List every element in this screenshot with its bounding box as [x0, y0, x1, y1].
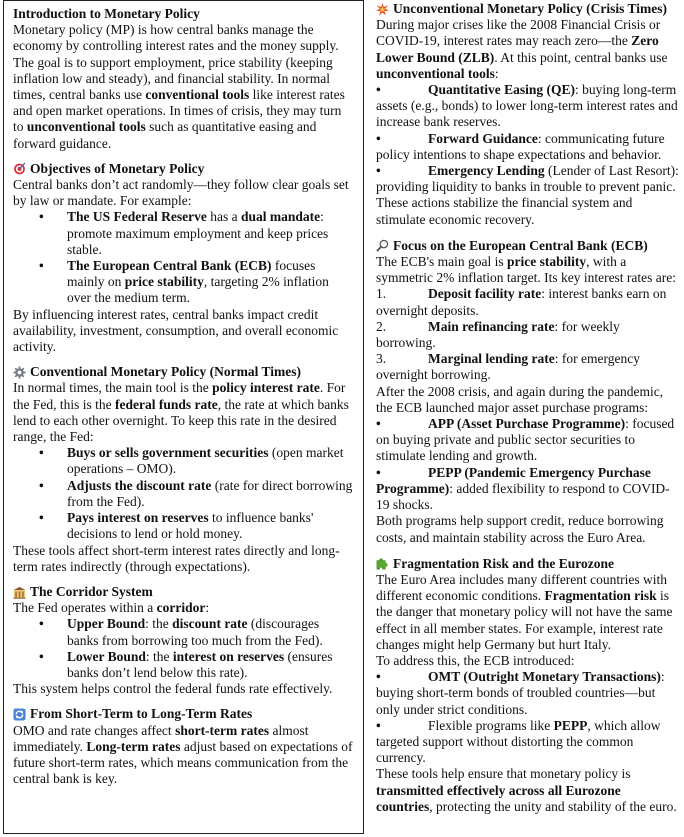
ecb-outro: Both programs help support credit, reduce borrowing costs, and maintain stability across the Euro Area. — [376, 513, 664, 545]
objectives-title: Objectives of Monetary Policy — [13, 161, 353, 177]
list-item: • Lower Bound: the interest on reserves (ensures banks don’t lend below this rate). — [39, 649, 353, 681]
objectives-intro: Central banks don’t act randomly—they follow clear goals set by law or mandate. For example: — [13, 177, 349, 209]
shortlong-section — [13, 706, 353, 787]
unconventional-section — [376, 1, 680, 228]
conventional-section — [13, 364, 353, 575]
fragmentation-list — [376, 669, 680, 766]
fragmentation-mid: To address this, the ECB introduced: — [376, 652, 575, 668]
ecb-intro: The ECB's main goal is price stability, with a symmetric 2% inflation target. Its key interest rates are: — [376, 254, 677, 286]
list-item: • The US Federal Reserve has a dual mandate: promote maximum employment and keep prices stable. — [39, 209, 353, 258]
explosion-icon — [376, 3, 389, 16]
puzzle-icon — [376, 557, 389, 570]
right-column — [376, 0, 680, 815]
list-item: • Pays interest on reserves to influence banks' decisions to lend or hold money. — [39, 510, 353, 542]
shortlong-title: From Short-Term to Long-Term Rates — [13, 706, 353, 722]
ecb-mid: After the 2008 crisis, and again during the pandemic, the ECB launched major asset purchase programs: — [376, 383, 664, 415]
corridor-intro: The Fed operates within a corridor: — [13, 600, 210, 616]
list-item: • Quantitative Easing (QE): buying long-term assets (e.g., bonds) to lower long-term interest rates and increase bank reserves. — [376, 82, 678, 130]
list-item: 3. Marginal lending rate: for emergency overnight borrowing. — [376, 351, 640, 383]
objectives-section — [13, 161, 353, 355]
list-item: • PEPP (Pandemic Emergency Purchase Programme): added flexibility to respond to COVID-19 shocks. — [376, 464, 670, 513]
magnifier-icon — [376, 239, 389, 252]
list-item: 2. Main refinancing rate: for weekly borrowing. — [376, 318, 620, 351]
corridor-list — [13, 616, 353, 681]
list-item: • Buys or sells government securities (open market operations – OMO). — [39, 445, 353, 477]
unconventional-list — [376, 82, 680, 195]
fragmentation-intro: The Euro Area includes many different countries with different economic conditions. Fragmentation risk is the danger that monetary policy will not have the same effect in all member states. For example, interest rate changes might help Germany but hurt Italy. — [376, 571, 673, 652]
shortlong-body: OMO and rate changes affect short-term rates almost immediately. Long-term rates adjust based on expectations of future short-term rates, which means communication from the central bank is key. — [13, 722, 353, 787]
conventional-list — [13, 445, 353, 542]
refresh-icon — [13, 708, 26, 721]
ecb-title: Focus on the European Central Bank (ECB) — [376, 238, 680, 254]
list-item: • Flexible programs like PEPP, which allow targeted support without distorting the common currency. — [376, 717, 661, 766]
intro-body: Monetary policy (MP) is how central banks manage the economy by controlling interest rates and the money supply. The goal is to support employment, price stability (keeping inflation low and steady), and financial stability. In normal times, central banks use conventional tools like interest rates and open market operations. In times of crisis, they may turn to unconventional tools such as quantitative easing and forward guidance. — [13, 22, 345, 151]
list-item: • APP (Asset Purchase Programme): focused on buying private and public sector securities to stimulate lending and growth. — [376, 416, 675, 464]
corridor-title: The Corridor System — [13, 584, 353, 600]
list-item: • Forward Guidance: communicating future policy intentions to shape expectations and behavior. — [376, 130, 665, 162]
corridor-section — [13, 584, 353, 697]
conventional-outro: These tools affect short-term interest rates directly and long-term rates indirectly (through expectations). — [13, 542, 340, 574]
objectives-outro: By influencing interest rates, central banks impact credit availability, investment, consumption, and overall economic activity. — [13, 306, 339, 355]
corridor-outro: This system helps control the federal funds rate effectively. — [13, 681, 333, 697]
objectives-list — [13, 209, 353, 306]
list-item: • OMT (Outright Monetary Transactions): buying short-term bonds of troubled countries—but only under strict conditions. — [376, 669, 665, 717]
conventional-intro: In normal times, the main tool is the policy interest rate. For the Fed, this is the federal funds rate, the rate at which banks lend to each other overnight. To keep this rate in the desired range, the Fed: — [13, 380, 349, 445]
gear-icon — [13, 366, 26, 379]
target-icon — [13, 162, 26, 175]
list-item: 1. Deposit facility rate: interest banks earn on overnight deposits. — [376, 286, 667, 318]
unconventional-intro: During major crises like the 2008 Financial Crisis or COVID-19, interest rates may reach zero—the Zero Lower Bound (ZLB). At this point, central banks use unconventional tools: — [376, 17, 668, 81]
list-item: • The European Central Bank (ECB) focuses mainly on price stability, targeting 2% inflation over the medium term. — [39, 258, 353, 307]
intro-title: Introduction to Monetary Policy — [13, 6, 200, 21]
ecb-programs-list — [376, 416, 680, 513]
fragmentation-title: Fragmentation Risk and the Eurozone — [376, 556, 680, 572]
fragmentation-section — [376, 556, 680, 815]
bank-icon — [13, 586, 26, 599]
conventional-title: Conventional Monetary Policy (Normal Times) — [13, 364, 353, 380]
ecb-section — [376, 238, 680, 546]
intro-section — [13, 6, 353, 152]
fragmentation-outro: These tools help ensure that monetary policy is transmitted effectively across all Eurozone countries, protecting the unity and stability of the euro. — [376, 766, 677, 814]
list-item: • Adjusts the discount rate (rate for direct borrowing from the Fed). — [39, 478, 353, 510]
ecb-rates-list — [376, 286, 680, 383]
list-item: • Upper Bound: the discount rate (discourages banks from borrowing too much from the Fed). — [39, 616, 353, 648]
list-item: • Emergency Lending (Lender of Last Resort): providing liquidity to banks in trouble to prevent panic. — [376, 163, 679, 195]
unconventional-outro: These actions stabilize the financial system and stimulate economic recovery. — [376, 195, 633, 227]
left-column — [3, 0, 364, 834]
unconventional-title: Unconventional Monetary Policy (Crisis Times) — [376, 1, 680, 17]
